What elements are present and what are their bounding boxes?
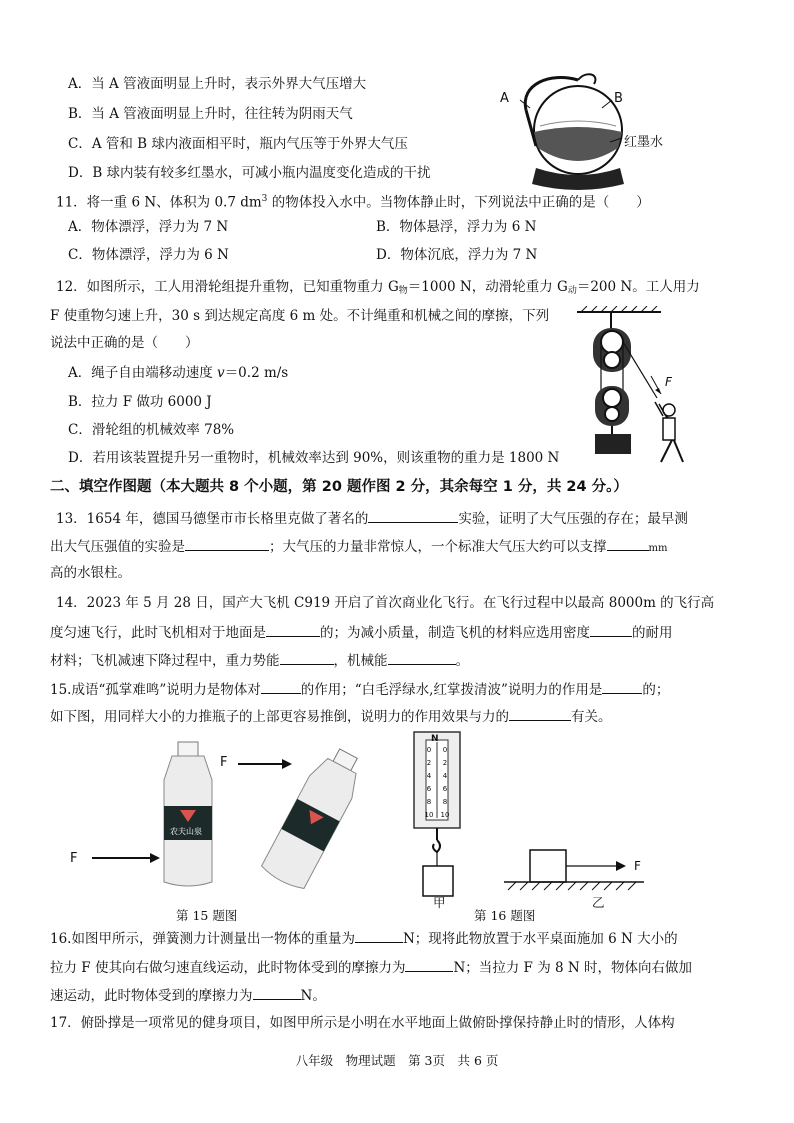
q14-line2 bbox=[50, 622, 673, 642]
q11-option-b: B．物体悬浮，浮力为 6 N bbox=[376, 219, 537, 235]
q15-line1 bbox=[50, 679, 669, 699]
q11-stem-sup: 3 bbox=[261, 194, 268, 204]
barometer-figure bbox=[490, 64, 680, 192]
q10-option-b: B．当 A 管液面明显上升时，往往转为阴雨天气 bbox=[68, 106, 353, 122]
bottles-figure bbox=[60, 736, 380, 906]
q14-l3-mid: ，机械能 bbox=[333, 653, 388, 669]
q14-blank-4[interactable] bbox=[388, 650, 456, 665]
pulley-label-f: F bbox=[665, 375, 672, 389]
q14-l2-mid: 的；为减小质量，制造飞机的材料应选用密度 bbox=[320, 625, 590, 641]
scale-label-n: N bbox=[431, 734, 439, 744]
q12-stem-1d: 动 bbox=[567, 286, 577, 296]
q16-line1 bbox=[50, 928, 678, 948]
q16-l3-pre: 速运动，此时物体受到的摩擦力为 bbox=[50, 988, 253, 1004]
scale-tick-right-5: 10 bbox=[440, 811, 450, 819]
q13-l2-unit: mm bbox=[648, 543, 668, 554]
bottle-upright bbox=[164, 742, 212, 886]
caption-q15: 第 15 题图 bbox=[176, 908, 238, 923]
bottle-label-f-top: F bbox=[220, 755, 228, 770]
q14-line1: 14．2023 年 5 月 28 日，国产大飞机 C919 开启了首次商业化飞行。在飞行过程中以最高 8000m 的飞行高 bbox=[56, 595, 715, 611]
q15-blank-3[interactable] bbox=[509, 706, 571, 721]
q14-blank-2[interactable] bbox=[590, 622, 632, 637]
q12-option-a-post: ＝0.2 m/s bbox=[224, 365, 289, 381]
q16-blank-2[interactable] bbox=[405, 957, 453, 972]
pulley-figure bbox=[575, 306, 690, 466]
q13-l2-pre: 出大气压强值的实验是 bbox=[50, 539, 185, 555]
q15-blank-1[interactable] bbox=[261, 679, 301, 694]
q16-line3 bbox=[50, 985, 326, 1005]
q15-line2 bbox=[50, 706, 612, 726]
q15-blank-2[interactable] bbox=[602, 679, 642, 694]
q10-option-a: A．当 A 管液面明显上升时，表示外界大气压增大 bbox=[68, 76, 367, 92]
scale-tick-left-0: 0 bbox=[426, 746, 432, 754]
scale-tick-left-1: 2 bbox=[426, 759, 432, 767]
q15-l1-mid: 的作用；“白毛浮绿水,红掌拨清波”说明力的作用是 bbox=[300, 682, 603, 698]
q10-option-c: C．A 管和 B 球内液面相平时，瓶内气压等于外界大气压 bbox=[68, 136, 408, 152]
scale-tick-right-0: 0 bbox=[442, 746, 448, 754]
q16-l3-post: N。 bbox=[300, 988, 326, 1004]
scale-tick-left-3: 6 bbox=[426, 785, 432, 793]
section2-title: 二、填空作图题（本大题共 8 个小题，第 20 题作图 2 分，其余每空 1 分，共 24 分。） bbox=[50, 479, 628, 495]
q17-line1: 17．俯卧撑是一项常见的健身项目，如图甲所示是小明在水平地面上做俯卧撑保持静止时的情形，人体构 bbox=[50, 1015, 675, 1031]
q13-blank-2[interactable] bbox=[185, 536, 269, 551]
q12-stem-1a: 12．如图所示，工人用滑轮组提升重物，已知重物重力 G bbox=[56, 279, 399, 295]
q16-l2-pre: 拉力 F 使其向右做匀速直线运动，此时物体受到的摩擦力为 bbox=[50, 960, 406, 976]
q13-blank-1[interactable] bbox=[368, 508, 458, 523]
q11-option-a: A．物体漂浮，浮力为 7 N bbox=[68, 219, 229, 235]
q10-option-d: D．B 球内装有较多红墨水，可减小瓶内温度变化造成的干扰 bbox=[68, 165, 431, 181]
spring-scale-figure bbox=[410, 730, 474, 908]
q11-option-c: C．物体漂浮，浮力为 6 N bbox=[68, 247, 229, 263]
q11-stem-pre: 11．将一重 6 N、体积为 0.7 dm bbox=[56, 194, 262, 211]
page-footer: 八年级 物理试题 第 3页 共 6 页 bbox=[295, 1053, 499, 1068]
q12-stem-line3: 说法中正确的是（ ） bbox=[50, 335, 199, 351]
scale-tick-left-4: 8 bbox=[426, 798, 432, 806]
q13-blank-3[interactable] bbox=[607, 536, 649, 551]
q15-l2-pre: 如下图，用同样大小的力推瓶子的上部更容易推倒，说明力的作用效果与力的 bbox=[50, 709, 509, 725]
bottle-upright-label: 农夫山泉 bbox=[170, 827, 202, 836]
scale-tick-right-1: 2 bbox=[442, 759, 448, 767]
q14-l3-post: 。 bbox=[455, 653, 469, 669]
q14-l2-pre: 度匀速飞行，此时飞机相对于地面是 bbox=[50, 625, 266, 641]
q15-l1-pre: 15.成语“孤掌难鸣”说明力是物体对 bbox=[50, 682, 261, 698]
block-figure bbox=[504, 846, 674, 902]
q16-l1-post: N；现将此物放置于水平桌面施加 6 N 大小的 bbox=[402, 931, 678, 947]
q14-blank-1[interactable] bbox=[266, 622, 320, 637]
q14-l3-pre: 材料；飞机减速下降过程中，重力势能 bbox=[50, 653, 280, 669]
q13-l1-post: 实验，证明了大气压强的存在；最早测 bbox=[458, 511, 688, 527]
q16-line2 bbox=[50, 957, 692, 977]
q12-stem-1c: ＝1000 N，动滑轮重力 G bbox=[407, 279, 568, 295]
q14-l2-post: 的耐用 bbox=[632, 625, 673, 641]
q14-blank-3[interactable] bbox=[280, 650, 334, 665]
scale-tick-right-3: 6 bbox=[442, 785, 448, 793]
barometer-label-ink: 红墨水 bbox=[624, 135, 664, 150]
q15-l2-post: 有关。 bbox=[571, 709, 612, 725]
q12-option-b: B．拉力 F 做功 6000 J bbox=[68, 394, 212, 410]
bottle-label-f-bottom: F bbox=[70, 851, 78, 866]
q13-line1 bbox=[56, 508, 688, 528]
q11-stem bbox=[56, 190, 650, 212]
scale-tick-right-4: 8 bbox=[442, 798, 448, 806]
barometer-label-b: B bbox=[614, 91, 623, 106]
q16-blank-1[interactable] bbox=[355, 928, 403, 943]
q12-stem-line2: F 使重物匀速上升，30 s 到达规定高度 6 m 处。不计绳重和机械之间的摩擦，下列 bbox=[50, 308, 550, 324]
q14-line3 bbox=[50, 650, 469, 670]
q12-stem-1b: 物 bbox=[398, 286, 408, 296]
q16-l2-post: N；当拉力 F 为 8 N 时，物体向右做加 bbox=[453, 960, 692, 976]
q12-option-c: C．滑轮组的机械效率 78% bbox=[68, 422, 235, 438]
scale-tick-left-2: 4 bbox=[426, 772, 432, 780]
q12-option-a-pre: A．绳子自由端移动速度 bbox=[68, 365, 218, 381]
q11-option-d: D．物体沉底，浮力为 7 N bbox=[376, 247, 538, 263]
q12-option-a-var: v bbox=[217, 365, 225, 381]
q13-l2-mid: ；大气压的力量非常惊人，一个标准大气压大约可以支撑 bbox=[269, 539, 607, 555]
q13-line3: 高的水银柱。 bbox=[50, 565, 131, 581]
barometer-label-a: A bbox=[500, 91, 509, 106]
q16-l1-pre: 16.如图甲所示，弹簧测力计测量出一物体的重量为 bbox=[50, 931, 355, 947]
q12-option-d: D．若用该装置提升另一重物时，机械效率达到 90%，则该重物的重力是 1800 N bbox=[68, 450, 560, 466]
q12-stem-1e: ＝200 N。工人用力 bbox=[576, 279, 700, 295]
caption-q16: 第 16 题图 bbox=[474, 908, 536, 923]
q16-blank-3[interactable] bbox=[253, 985, 301, 1000]
q13-l1-pre: 13．1654 年，德国马德堡市市长格里克做了著名的 bbox=[56, 511, 369, 527]
label-yi: 乙 bbox=[592, 895, 605, 910]
q12-stem-line1 bbox=[56, 278, 700, 300]
q11-stem-post: 的物体投入水中。当物体静止时，下列说法中正确的是（ ） bbox=[267, 194, 650, 211]
q12-option-a bbox=[68, 364, 288, 382]
block-label-f: F bbox=[634, 859, 641, 873]
label-jia: 甲 bbox=[433, 895, 446, 910]
scale-tick-right-2: 4 bbox=[442, 772, 448, 780]
q13-line2 bbox=[50, 536, 667, 558]
q15-l1-post: 的； bbox=[642, 682, 670, 698]
scale-tick-left-5: 10 bbox=[424, 811, 434, 819]
